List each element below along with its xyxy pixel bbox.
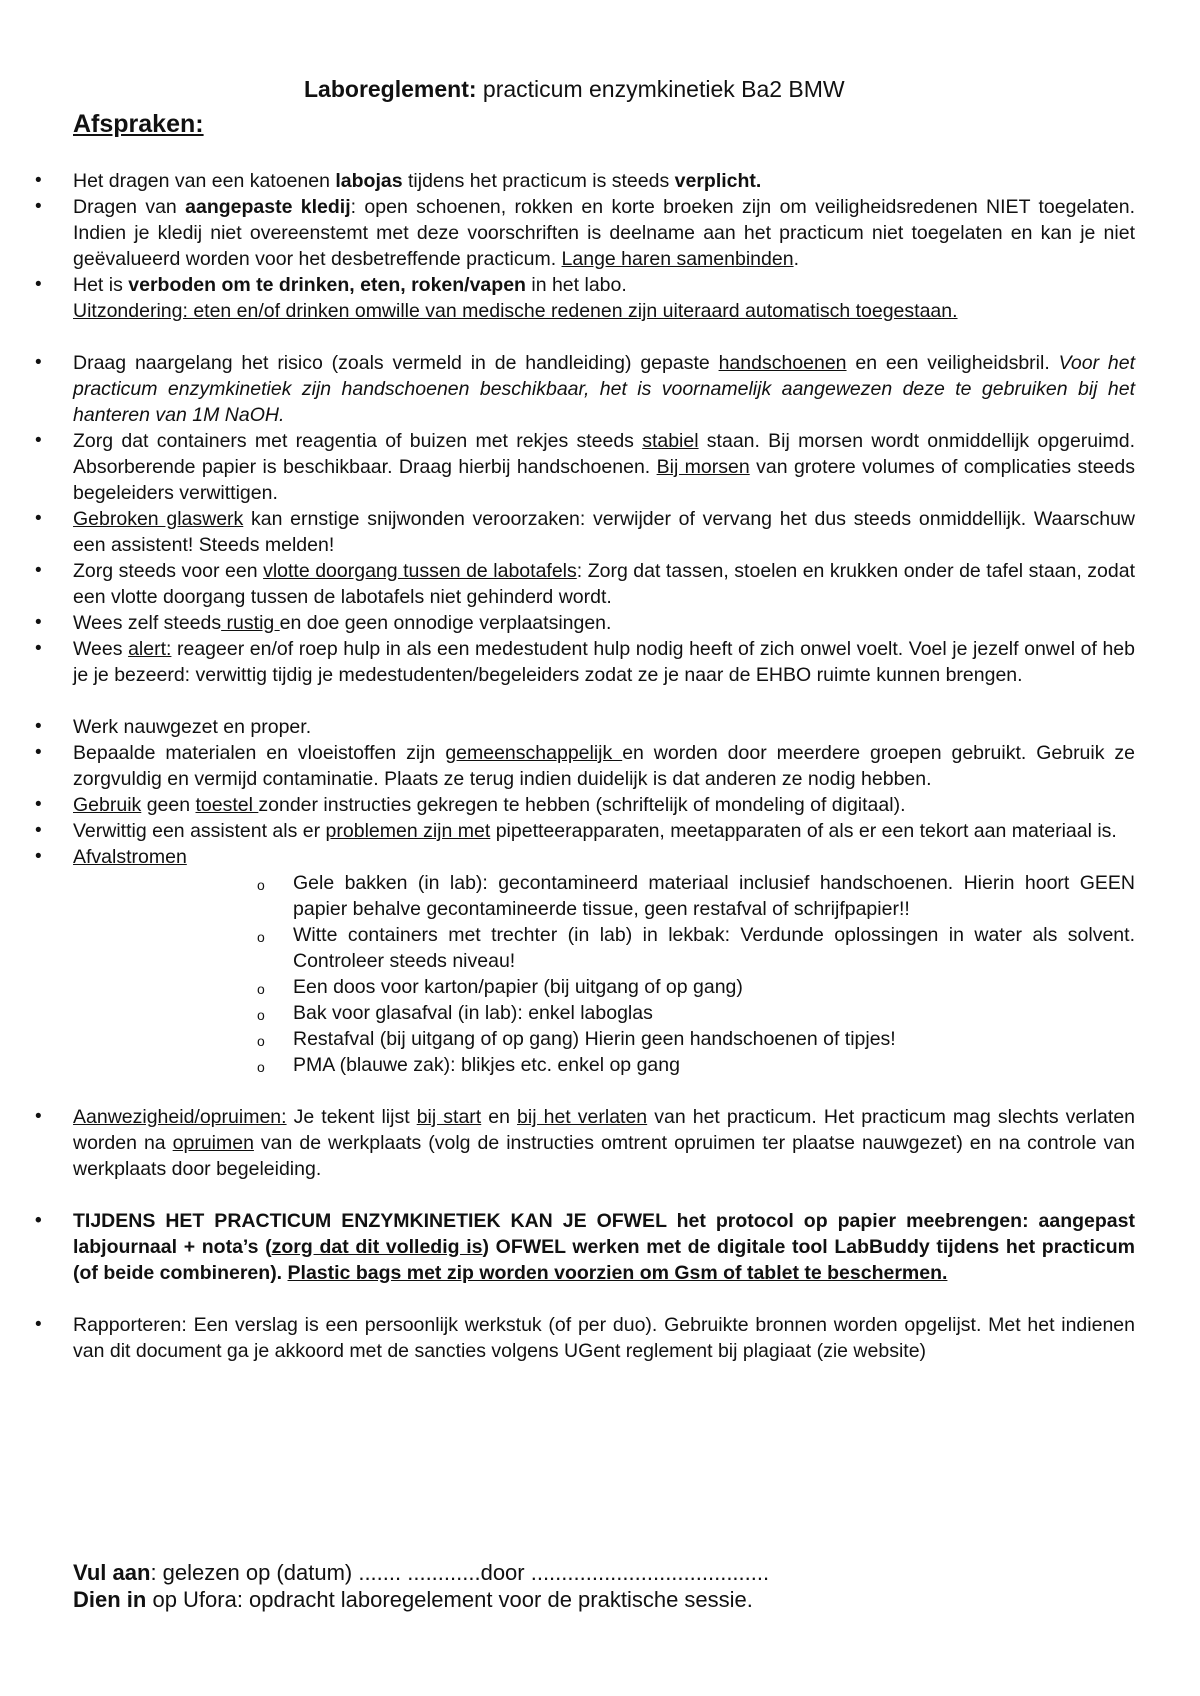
rule-clothing: • Dragen van aangepaste kledij: open schoenen, rokken en korte broeken zijn om veiligheidsredenen NIET toegelaten. Indien je kledij niet overeenstemt met deze voorschriften is deelname aan het practicum niet toegelaten en kan je niet geëvalueerd worden voor het desbetreffende practicum. Lange haren samenbinden. xyxy=(73,194,1135,272)
rule-broken-glass: • Gebroken glaswerk kan ernstige snijwonden veroorzaken: verwijder of vervang het dus steeds onmiddellijk. Waarschuw een assistent! Steeds melden! xyxy=(73,506,1135,558)
title-rest: practicum enzymkinetiek Ba2 BMW xyxy=(476,76,845,102)
rule-work-clean: • Werk nauwgezet en proper. xyxy=(73,714,1135,740)
submit-line: Dien in op Ufora: opdracht laboregelement voor de praktische sessie. xyxy=(73,1587,753,1612)
footer-instructions xyxy=(73,1559,769,1613)
rule-report-problems: • Verwittig een assistent als er problemen zijn met pipetteerapparaten, meetapparaten of als er een tekort aan materiaal is. xyxy=(73,818,1135,844)
rule-passage: • Zorg steeds voor een vlotte doorgang tussen de labotafels: Zorg dat tassen, stoelen en krukken onder de tafel staan, zodat een vlotte doorgang tussen de labotafels niet gehinderd wordt. xyxy=(73,558,1135,610)
rule-reporting: • Rapporteren: Een verslag is een persoonlijk werkstuk (of per duo). Gebruikte bronnen worden opgelijst. Met het indienen van dit document ga je akkoord met de sancties volgens UGent reglement bij plagiaat (zie website) xyxy=(73,1312,1135,1364)
rule-devices: • Gebruik geen toestel zonder instructies gekregen te hebben (schriftelijk of mondeling of digitaal). xyxy=(73,792,1135,818)
rule-calm: • Wees zelf steeds rustig en doe geen onnodige verplaatsingen. xyxy=(73,610,1135,636)
waste-item: o PMA (blauwe zak): blikjes etc. enkel op gang xyxy=(257,1054,680,1076)
waste-item: o Witte containers met trechter (in lab) in lekbak: Verdunde oplossingen in water als solvent. Controleer steeds niveau! xyxy=(257,924,1135,972)
rule-alert: • Wees alert: reageer en/of roep hulp in als een medestudent hulp nodig heeft of zich onwel voelt. Voel je jezelf onwel of heb je je bezeerd: verwittig tijdig je medestudenten/begeleiders zodat ze je naar de EHBO ruimte kunnen brengen. xyxy=(73,636,1135,688)
waste-item: o Een doos voor karton/papier (bij uitgang of op gang) xyxy=(257,976,743,998)
rule-labcoat: • Het dragen van een katoenen labojas tijdens het practicum is steeds verplicht. xyxy=(73,168,1135,194)
waste-item: o Bak voor glasafval (in lab): enkel laboglas xyxy=(257,1002,653,1024)
waste-item: o Restafval (bij uitgang of op gang) Hierin geen handschoenen of tipjes! xyxy=(257,1028,896,1050)
rule-attendance: • Aanwezigheid/opruimen: Je tekent lijst bij start en bij het verlaten van het practicum. Het practicum mag slechts verlaten worden na opruimen van de werkplaats (volg de instructies omtrent opruimen ter plaatse nauwgezet) en na controle van werkplaats door begeleiding. xyxy=(73,1104,1135,1182)
rule-no-eating: • Het is verboden om te drinken, eten, roken/vapen in het labo. Uitzondering: eten en/of drinken omwille van medische redenen zijn uiteraard automatisch toegestaan. xyxy=(73,272,1135,324)
document-title xyxy=(304,76,845,103)
rule-stable-containers: • Zorg dat containers met reagentia of buizen met rekjes steeds stabiel staan. Bij morsen wordt onmiddellijk opgeruimd. Absorberende papier is beschikbaar. Draag hierbij handschoenen. Bij morsen van grotere volumes of complicaties steeds begeleiders verwittigen. xyxy=(73,428,1135,506)
waste-item: o Gele bakken (in lab): gecontamineerd materiaal inclusief handschoenen. Hierin hoort GEEN papier behalve gecontamineerde tissue, geen restafval of schrijfpapier!! xyxy=(257,872,1135,920)
fill-in-line: Vul aan: gelezen op (datum) ....... ............door ....................................... xyxy=(73,1560,770,1585)
rule-shared-materials: • Bepaalde materialen en vloeistoffen zijn gemeenschappelijk en worden door meerdere groepen gebruikt. Gebruik ze zorgvuldig en vermijd contaminatie. Plaats ze terug indien duidelijk is dat anderen ze nodig hebben. xyxy=(73,740,1135,792)
rule-waste-streams: • Afvalstromen xyxy=(73,844,1135,870)
rules-list xyxy=(73,168,1135,1364)
rule-protocol: • TIJDENS HET PRACTICUM ENZYMKINETIEK KAN JE OFWEL het protocol op papier meebrengen: aangepast labjournaal + nota’s (zorg dat dit volledig is) OFWEL werken met de digitale tool LabBuddy tijdens het practicum (of beide combineren). Plastic bags met zip worden voorzien om Gsm of tablet te beschermen. xyxy=(73,1208,1135,1286)
section-heading: Afspraken: xyxy=(73,110,204,138)
rule-gloves: • Draag naargelang het risico (zoals vermeld in de handleiding) gepaste handschoenen en een veiligheidsbril. Voor het practicum enzymkinetiek zijn handschoenen beschikbaar, het is voornamelijk aangewezen deze te gebruiken bij het hanteren van 1M NaOH. xyxy=(73,350,1135,428)
title-bold: Laboreglement: xyxy=(304,76,477,102)
